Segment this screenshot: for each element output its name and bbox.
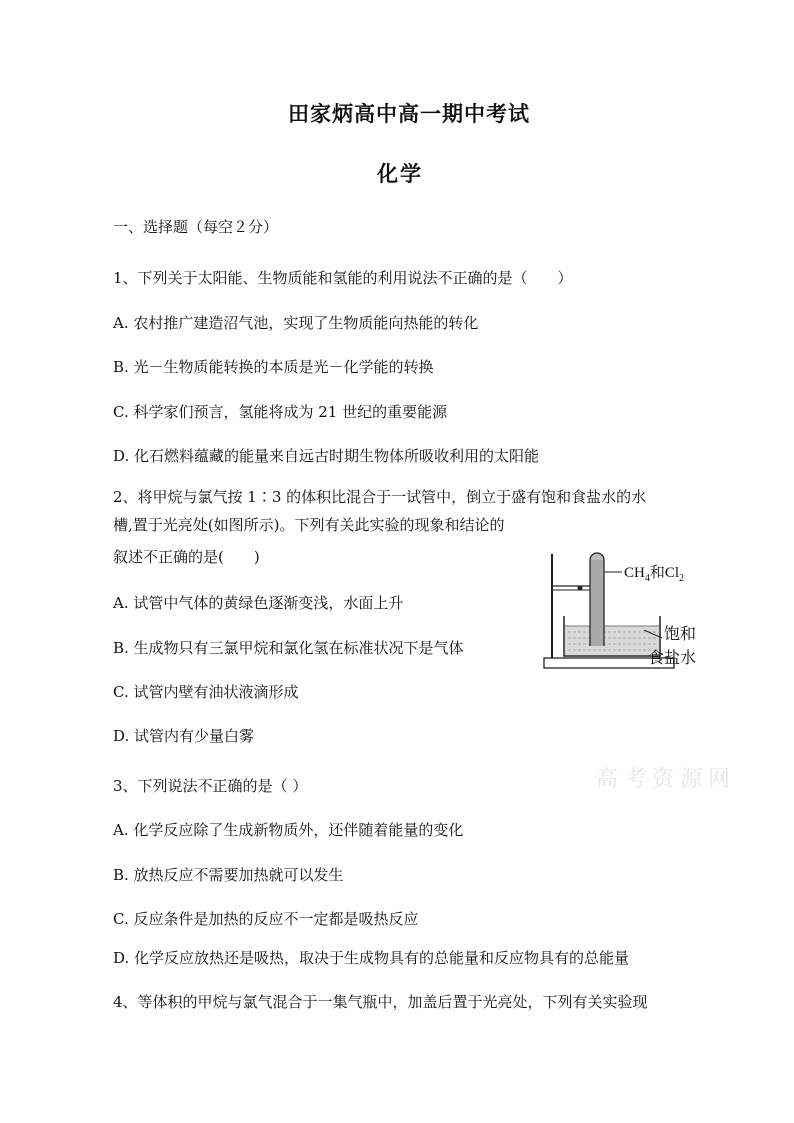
question-3-option-c: C. 反应条件是加热的反应不一定都是吸热反应 xyxy=(113,910,419,928)
question-1-option-b: B. 光－生物质能转换的本质是光－化学能的转换 xyxy=(113,358,434,376)
question-1-option-a: A. 农村推广建造沼气池，实现了生物质能向热能的转化 xyxy=(113,314,479,332)
gas-label-and-cl: 和Cl xyxy=(649,565,680,581)
experiment-figure xyxy=(532,546,722,674)
water-label-line-1: 饱和 xyxy=(664,624,697,643)
gas-label xyxy=(624,564,684,584)
question-2-option-a: A. 试管中气体的黄绿色逐渐变浅，水面上升 xyxy=(113,594,404,612)
gas-label-sub-2: 2 xyxy=(679,573,685,584)
question-2-stem-line-2: 槽,置于光亮处(如图所示)。下列有关此实验的现象和结论的 xyxy=(113,516,505,534)
gas-label-ch: CH xyxy=(624,565,645,581)
clamp-screw xyxy=(578,586,583,591)
question-3-option-a: A. 化学反应除了生成新物质外，还伴随着能量的变化 xyxy=(113,821,464,839)
question-1-stem: 1、下列关于太阳能、生物质能和氢能的利用说法不正确的是（ ） xyxy=(113,269,573,287)
question-2-option-d: D. 试管内有少量白雾 xyxy=(113,727,255,745)
question-3-option-d: D. 化学反应放热还是吸热，取决于生成物具有的总能量和反应物具有的总能量 xyxy=(113,949,630,967)
question-3-option-b: B. 放热反应不需要加热就可以发生 xyxy=(113,866,344,884)
question-3-stem: 3、下列说法不正确的是（ ） xyxy=(113,777,308,795)
subject-title: 化学 xyxy=(377,161,423,186)
question-1-option-d: D. 化石燃料蕴藏的能量来自远古时期生物体所吸收利用的太阳能 xyxy=(113,447,540,465)
question-2-stem-line-1: 2、将甲烷与氯气按 1∶3 的体积比混合于一试管中，倒立于盛有饱和食盐水的水 xyxy=(113,488,647,506)
water-label-line-2: 食盐水 xyxy=(648,648,697,667)
exam-title: 田家炳高中高一期中考试 xyxy=(288,101,530,126)
question-2-option-c: C. 试管内壁有油状液滴形成 xyxy=(113,683,299,701)
section-heading: 一、选择题（每空２分） xyxy=(113,218,279,236)
question-4-stem: 4、等体积的甲烷与氯气混合于一集气瓶中，加盖后置于光亮处，下列有关实验现 xyxy=(113,993,648,1011)
watermark: 高考资源网 xyxy=(596,767,737,792)
question-1-option-c: C. 科学家们预言，氢能将成为 21 世纪的重要能源 xyxy=(113,403,448,421)
question-2-stem-line-3: 叙述不正确的是( ) xyxy=(113,548,260,566)
question-2-option-b: B. 生成物只有三氯甲烷和氯化氢在标准状况下是气体 xyxy=(113,639,464,657)
gas-label-sub-4: 4 xyxy=(644,573,650,584)
